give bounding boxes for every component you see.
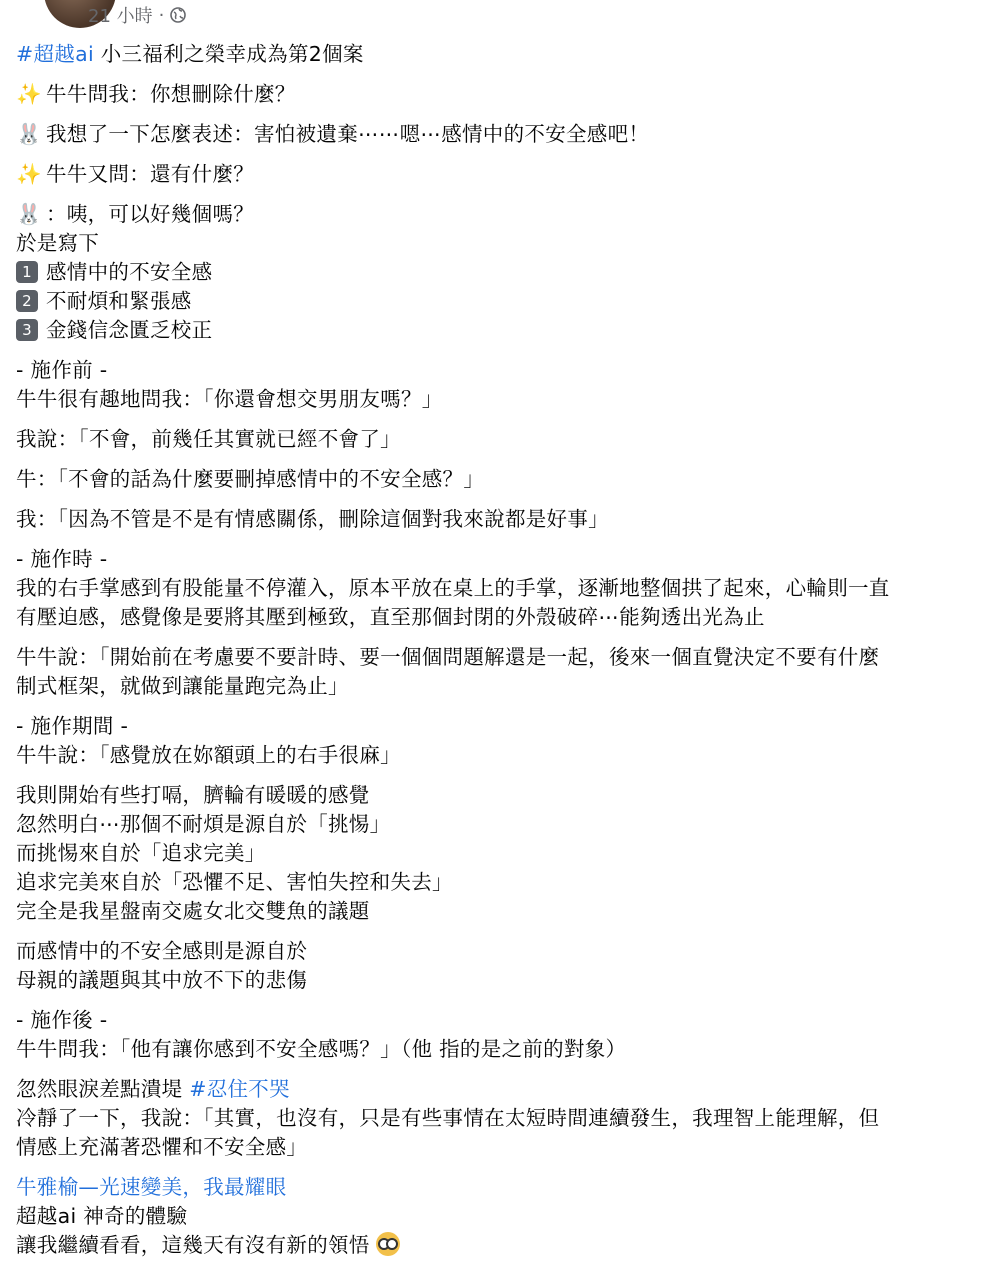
keycap-3-icon: 3 bbox=[16, 319, 38, 341]
text-line: 於是寫下 bbox=[16, 231, 100, 255]
text-line: 牛牛很有趣地問我：「你還會想交男朋友嗎？」 bbox=[16, 387, 443, 411]
paragraph bbox=[16, 781, 991, 926]
paragraph bbox=[16, 1173, 991, 1260]
text-line: 超越ai 神奇的體驗 bbox=[16, 1204, 188, 1228]
paragraph bbox=[16, 505, 991, 534]
list-item-text: 感情中的不安全感 bbox=[46, 260, 213, 284]
post-title bbox=[16, 40, 991, 69]
paragraph bbox=[16, 465, 991, 494]
paragraph bbox=[16, 1006, 991, 1064]
text-line: 完全是我星盤南交處女北交雙魚的議題 bbox=[16, 899, 370, 923]
paragraph bbox=[16, 356, 991, 414]
rabbit-icon: 🐰 bbox=[16, 202, 42, 226]
text-line: 牛牛問我：「他有讓你感到不安全感嗎？」（他 指的是之前的對象） bbox=[16, 1037, 627, 1061]
paragraph bbox=[16, 937, 991, 995]
meta-separator: · bbox=[158, 4, 165, 26]
paragraph bbox=[16, 425, 991, 454]
paragraph bbox=[16, 160, 991, 189]
paragraph bbox=[16, 120, 991, 149]
text-line: 冷靜了一下，我說：「其實，也沒有，只是有些事情在太短時間連續發生，我理智上能理解，但 bbox=[16, 1106, 880, 1130]
list-item bbox=[16, 287, 991, 316]
paragraph bbox=[16, 712, 991, 770]
section-title: - 施作後 - bbox=[16, 1008, 108, 1032]
paragraph bbox=[16, 80, 991, 109]
text-line: 讓我繼續看看，這幾天有沒有新的領悟 bbox=[16, 1233, 370, 1257]
paragraph bbox=[16, 1075, 991, 1162]
list-item bbox=[16, 316, 991, 345]
hashtag-link[interactable]: #超越ai bbox=[16, 42, 94, 66]
text-line: 忽然眼淚差點潰堤 bbox=[16, 1077, 190, 1101]
section-title: - 施作時 - bbox=[16, 547, 108, 571]
text-line: 而感情中的不安全感則是源自於 bbox=[16, 939, 308, 963]
text-line: ：咦，可以好幾個嗎？ bbox=[46, 202, 254, 226]
text-line: 我則開始有些打嗝，臍輪有暖暖的感覺 bbox=[16, 783, 370, 807]
text-line: 牛牛又問：還有什麼？ bbox=[46, 162, 254, 186]
text-line: 我：「因為不管是不是有情感關係，刪除這個對我來說都是好事」 bbox=[16, 507, 609, 531]
text-line: 牛牛說：「開始前在考慮要不要計時、要一個個問題解還是一起，後來一個直覺決定不要有什麼 bbox=[16, 645, 880, 669]
keycap-2-icon: 2 bbox=[16, 290, 38, 312]
hashtag-link[interactable]: #忍住不哭 bbox=[189, 1077, 290, 1101]
paragraph bbox=[16, 545, 991, 632]
text-line: 我說：「不會，前幾任其實就已經不會了」 bbox=[16, 427, 401, 451]
text-line: 制式框架，就做到讓能量跑完為止」 bbox=[16, 674, 349, 698]
list-item bbox=[16, 258, 991, 287]
text-line: 牛牛問我：你想刪除什麼？ bbox=[46, 82, 296, 106]
sparkles-icon: ✨ bbox=[16, 82, 42, 106]
text-line: 忽然明白⋯那個不耐煩是源自於「挑惕」 bbox=[16, 812, 391, 836]
section-title: - 施作前 - bbox=[16, 358, 108, 382]
list-item-text: 金錢信念匱乏校正 bbox=[46, 318, 213, 342]
text-line: 我想了一下怎麼表述：害怕被遺棄⋯⋯嗯⋯感情中的不安全感吧！ bbox=[46, 122, 650, 146]
text-line: 母親的議題與其中放不下的悲傷 bbox=[16, 968, 308, 992]
list-item-text: 不耐煩和緊張感 bbox=[46, 289, 192, 313]
title-text: 小三福利之榮幸成為第2個案 bbox=[93, 42, 364, 66]
text-line: 有壓迫感，感覺像是要將其壓到極致，直至那個封閉的外殼破碎⋯能夠透出光為止 bbox=[16, 605, 765, 629]
text-line: 我的右手掌感到有股能量不停灌入，原本平放在桌上的手掌，逐漸地整個拱了起來，心輪則一直 bbox=[16, 576, 890, 600]
post-time[interactable]: 21 小時 bbox=[88, 6, 153, 27]
post-body bbox=[16, 40, 991, 1271]
text-line: 追求完美來自於「恐懼不足、害怕失控和失去」 bbox=[16, 870, 453, 894]
section-title: - 施作期間 - bbox=[16, 714, 129, 738]
paragraph bbox=[16, 200, 991, 345]
text-line: 而挑惕來自於「追求完美」 bbox=[16, 841, 266, 865]
sparkles-icon: ✨ bbox=[16, 162, 42, 186]
keycap-1-icon: 1 bbox=[16, 261, 38, 283]
text-line: 牛牛說：「感覺放在妳額頭上的右手很麻」 bbox=[16, 743, 401, 767]
nerd-face-icon bbox=[376, 1232, 400, 1256]
text-line: 情感上充滿著恐懼和不安全感」 bbox=[16, 1135, 308, 1159]
rabbit-icon: 🐰 bbox=[16, 122, 42, 146]
paragraph bbox=[16, 643, 991, 701]
mention-link[interactable]: 牛雅榆—光速變美，我最耀眼 bbox=[16, 1175, 287, 1199]
post-meta bbox=[88, 2, 186, 28]
text-line: 牛：「不會的話為什麼要刪掉感情中的不安全感？」 bbox=[16, 467, 485, 491]
post-header bbox=[0, 0, 1000, 32]
globe-icon[interactable] bbox=[170, 7, 186, 23]
